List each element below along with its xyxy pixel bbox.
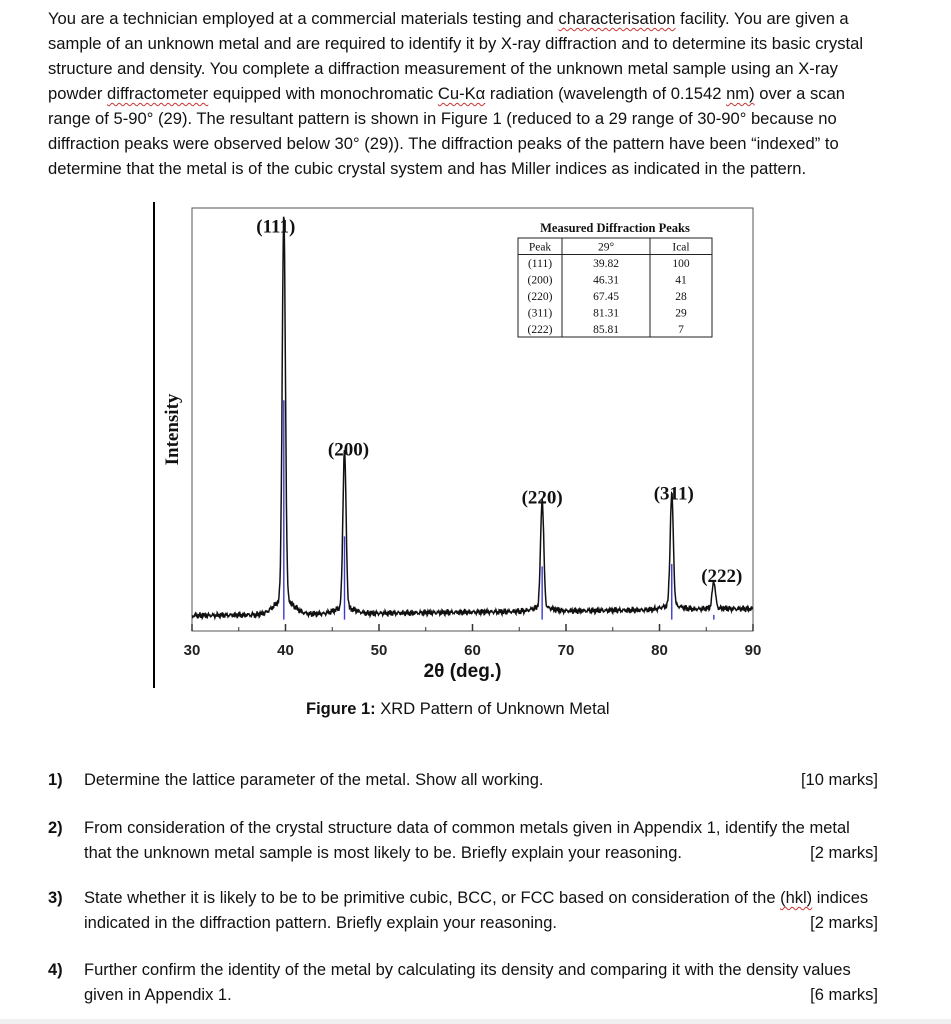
table-cell: (200) — [527, 274, 553, 287]
table-cell: 7 — [678, 324, 684, 336]
page-bottom-divider — [0, 1019, 951, 1024]
question-text-part: State whether it is likely to be to be primitive cubic, BCC, or FCC based on consideration of the — [84, 889, 781, 907]
question-marks: [2 marks] — [810, 844, 878, 862]
question-4 — [48, 958, 878, 1010]
peak-label: (222) — [701, 566, 743, 588]
spellcheck-word: Cu-Kα — [437, 84, 486, 103]
table-cell: 85.81 — [593, 324, 619, 336]
question-number: 4) — [48, 961, 63, 979]
table-header-cell: Peak — [528, 241, 552, 254]
table-cell: 29 — [675, 307, 687, 320]
intro-text: You are a technician employed at a commercial materials testing and — [48, 9, 559, 28]
x-tick-label: 70 — [557, 642, 575, 659]
x-tick-label: 80 — [651, 642, 668, 659]
caption-text: XRD Pattern of Unknown Metal — [375, 700, 610, 718]
table-cell: (311) — [527, 307, 553, 320]
table-cell: 67.45 — [593, 291, 619, 303]
question-text-part: indices indicated in the diffraction pattern. Briefly explain your reasoning. — [84, 889, 869, 932]
caption-label: Figure 1: — [306, 700, 376, 718]
question-text: Further confirm the identity of the metal by calculating its density and comparing it with the density values given in Appendix 1. — [84, 961, 851, 1004]
question-1 — [48, 768, 878, 794]
question-number: 1) — [48, 771, 63, 789]
x-tick-label: 40 — [277, 642, 294, 659]
spellcheck-word: (hkl) — [780, 889, 813, 907]
x-tick-label: 50 — [370, 642, 388, 659]
table-cell: (111) — [527, 258, 553, 270]
question-text — [84, 886, 879, 936]
peak-label: (220) — [521, 487, 563, 509]
intro-text: over a scan range of 5-90° (29). The resultant pattern is shown in Figure 1 (reduced to a 29 range of 30-90° because no diffraction peaks were observed below 30° (29)). The diffraction peaks of the pattern have been “indexed” to determine that the metal is of the cubic crystal system and has Miller indices as indicated in the pattern. — [48, 84, 846, 178]
spellcheck-word: nm) — [726, 84, 755, 103]
question-text: From consideration of the crystal structure data of common metals given in Appendix 1, identify the metal that the unknown metal sample is most likely to be. Briefly explain your reasoning. — [84, 819, 850, 862]
question-number: 3) — [48, 889, 63, 907]
peak-label: (311) — [653, 483, 694, 505]
table-header-cell: Ical — [672, 241, 690, 254]
question-marks: [2 marks] — [810, 914, 878, 932]
peak-label: (200) — [327, 439, 370, 461]
y-axis-label: Intensity — [162, 393, 183, 466]
x-tick-label: 90 — [744, 642, 762, 659]
table-cell: 41 — [675, 274, 687, 287]
spellcheck-word: diffractometer — [107, 84, 209, 103]
question-3 — [48, 886, 878, 938]
question-marks: [10 marks] — [800, 771, 878, 789]
table-title: Measured Diffraction Peaks — [540, 221, 690, 235]
x-tick-label: 60 — [464, 642, 481, 659]
intro-text: equipped with monochromatic — [208, 84, 438, 103]
x-axis-label: 2θ (deg.) — [423, 661, 502, 682]
table-header-cell: 29° — [597, 241, 615, 254]
question-marks: [6 marks] — [810, 986, 878, 1004]
table-cell: (220) — [527, 291, 553, 303]
table-cell: 100 — [672, 258, 690, 270]
table-cell: 46.31 — [593, 274, 619, 287]
table-cell: 39.82 — [593, 258, 619, 270]
question-2 — [48, 816, 878, 868]
table-cell: (222) — [527, 324, 553, 336]
xrd-chart — [150, 198, 790, 698]
question-text: Determine the lattice parameter of the metal. Show all working. — [84, 771, 544, 789]
figure-caption — [306, 700, 610, 719]
x-tick-label: 30 — [183, 642, 201, 659]
table-cell: 28 — [675, 291, 687, 303]
spellcheck-word: characterisation — [558, 9, 676, 28]
peak-label: (111) — [256, 216, 296, 238]
intro-text: facility. You are given a sample of an unknown metal and are required to identify it by X-ray diffraction and to determine its basic crystal structure and density. You complete a diffraction measurement of the unknown metal sample using an X-ray powder — [48, 9, 864, 103]
table-cell: 81.31 — [593, 307, 619, 320]
intro-text: radiation (wavelength of 0.1542 — [485, 84, 727, 103]
question-number: 2) — [48, 819, 63, 837]
problem-intro — [48, 6, 888, 181]
